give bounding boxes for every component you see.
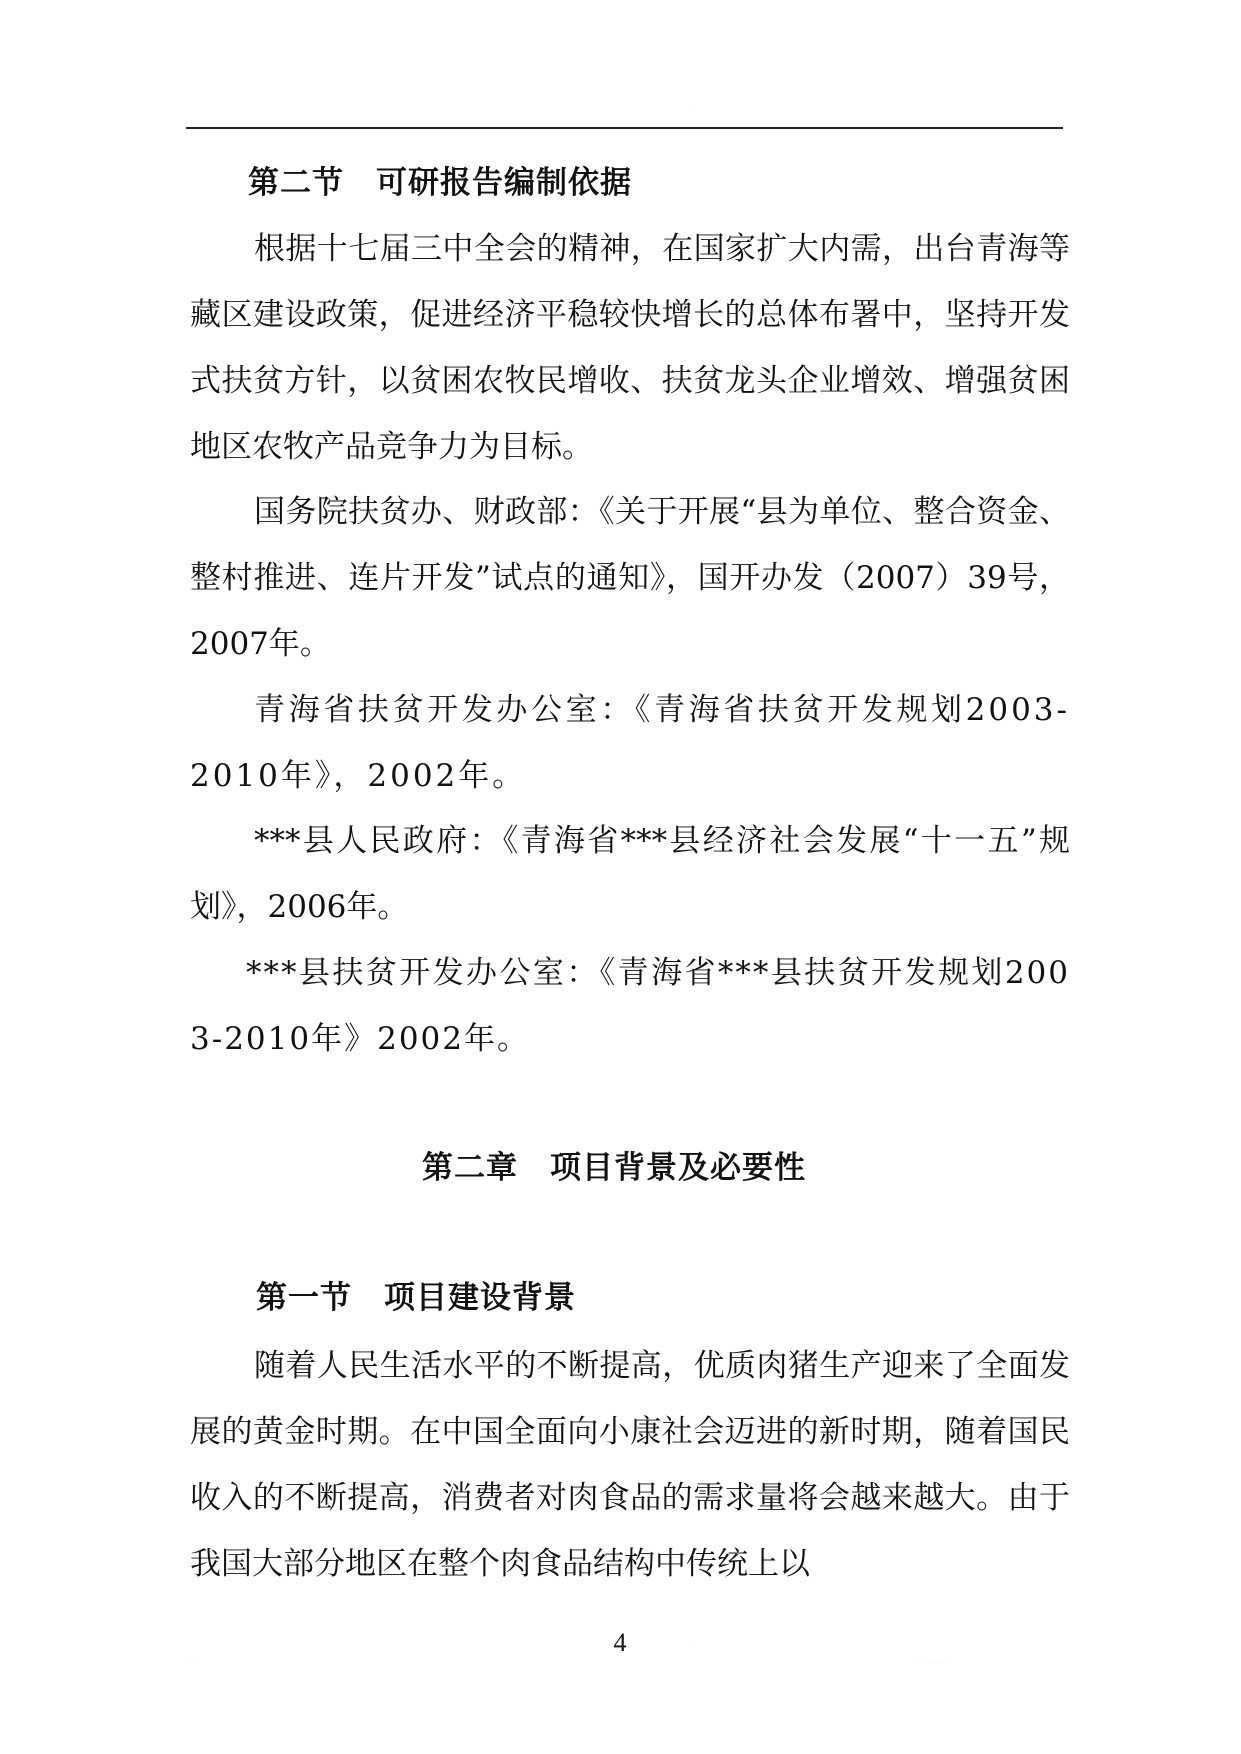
- paragraph-basis-3: 青海省扶贫开发办公室：《青海省扶贫开发规划2003-2010年》，2002年。: [190, 692, 1070, 794]
- chapter-heading: 第二章 项目背景及必要性: [422, 1150, 806, 1186]
- header-center-note: ···: [688, 108, 691, 112]
- footer-center-note: ···: [688, 1640, 691, 1644]
- section-heading-background: 第一节 项目建设背景: [256, 1280, 576, 1316]
- paragraph-basis-5: ***县扶贫开发办公室：《青海省***县扶贫开发规划2003-2010年》2002年。: [190, 955, 1070, 1057]
- paragraph-basis-2: 国务院扶贫办、财政部：《关于开展“县为单位、整合资金、整村推进、连片开发”试点的通知》，国开办发（2007）39号，2007年。: [190, 494, 1070, 662]
- footer-right-note: ········································: [915, 1660, 954, 1664]
- section-heading-basis: 第二节 可研报告编制依据: [248, 165, 632, 201]
- paragraph-background-1: 随着人民生活水平的不断提高，优质肉猪生产迎来了全面发展的黄金时期。在中国全面向小康社会迈进的新时期，随着国民收入的不断提高，消费者对肉食品的需求量将会越来越大。由于我国大部分地区在整个肉食品结构中传统上以: [190, 1348, 1070, 1582]
- paragraph-basis-1: 根据十七届三中全会的精神，在国家扩大内需，出台青海等藏区建设政策，促进经济平稳较快增长的总体布署中，坚持开发式扶贫方针，以贫困农牧民增收、扶贫龙头企业增效、增强贫困地区农牧产品竞争力为目标。: [190, 231, 1070, 465]
- page-number: 4: [613, 1628, 627, 1657]
- header-rule: [186, 127, 1063, 129]
- footer-left-note: ····: [190, 1660, 194, 1664]
- header-right-note: ········································: [905, 125, 944, 129]
- header-left-note: ······: [606, 125, 612, 129]
- paragraph-basis-4: ***县人民政府：《青海省***县经济社会发展“十一五”规划》，2006年。: [190, 823, 1070, 925]
